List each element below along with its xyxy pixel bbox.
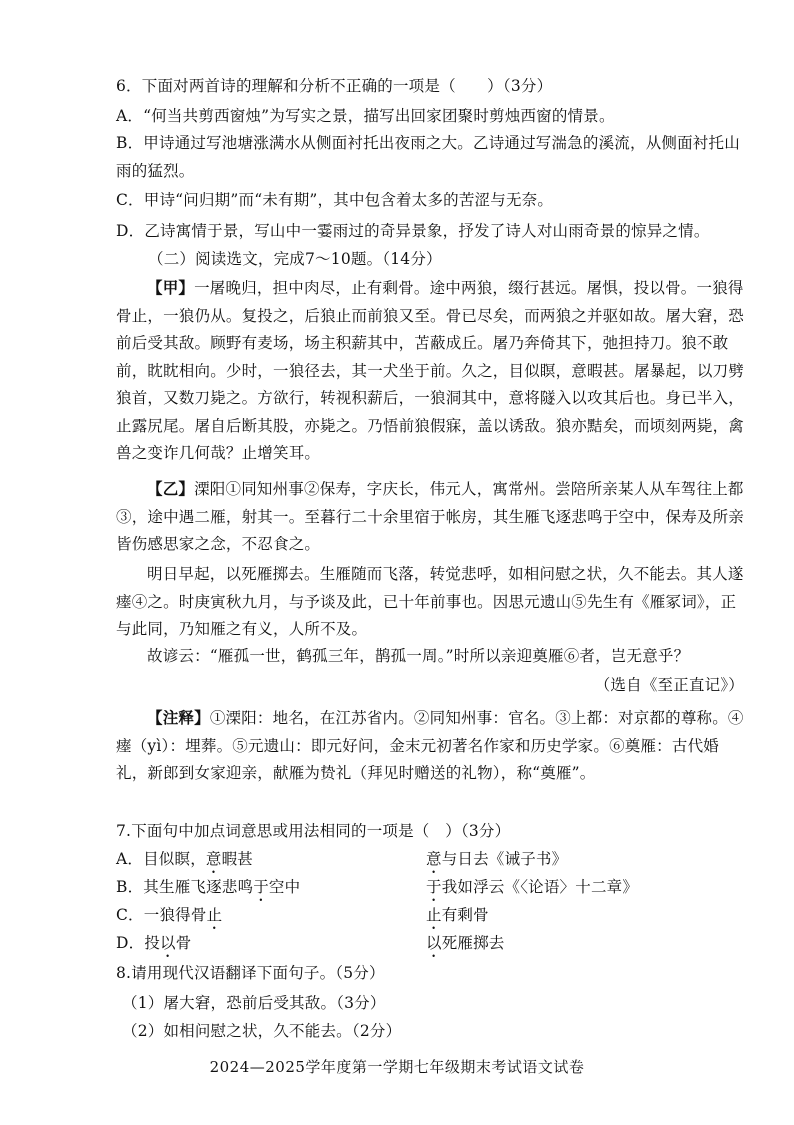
q7-d-left-post: 骨 xyxy=(175,934,192,952)
passage-yi-label: 【乙】 xyxy=(147,479,195,498)
passage-yi-p1-text: 溧阳①同知州事②保寿，字庆长，伟元人，寓常州。尝陪所亲某人从车驾往上都③，途中遇二雁，射其一。至暮行二十余里宿于帐房，其生雁飞逐悲鸣于空中，保寿及所亲皆伤感思家之念，不忍食之。 xyxy=(116,480,745,553)
passage-jia-label: 【甲】 xyxy=(147,278,195,297)
passage-yi-p1 xyxy=(116,475,744,559)
q7-option-c-left xyxy=(116,905,222,933)
passage-yi-p3: 故谚云：“雁孤一世，鹤孤三年，鹊孤一周。”时所以亲迎奠雁⑥者，岂无意乎？ xyxy=(147,647,690,665)
q7-b-left-dotted: 于 xyxy=(253,878,269,896)
q8-sentence-1: （1）屠大窘，恐前后受其敌。（3分） xyxy=(122,994,386,1012)
q7-b-left-pre: B．其生雁飞逐悲鸣 xyxy=(116,878,254,896)
q7-c-right-post: 有剩骨 xyxy=(441,906,489,924)
notes-text: ①溧阳：地名，在江苏省内。②同知州事：官名。③上都：对京都的尊称。④瘗（yì）：埋葬。⑤元遗山：即元好问，金末元初著名作家和历史学家。⑥奠雁：古代婚礼，新郎到女家迎亲，献雁为贽礼（拜见时赠送的礼物），称“奠雁”。 xyxy=(116,709,744,782)
section-heading: （二）阅读选文，完成7～10题。（14分） xyxy=(148,250,442,268)
q7-b-right-post: 我如浮云《〈论语〉十二章》 xyxy=(441,878,639,896)
q7-a-left-pre: A．目似瞑， xyxy=(116,850,206,868)
q6-option-c: C．甲诗“问归期”而“未有期”，其中包含着太多的苦涩与无奈。 xyxy=(116,191,554,209)
q7-option-b-right xyxy=(426,877,638,905)
q7-d-left-dotted: 以 xyxy=(160,934,176,952)
q6-option-d: D．乙诗寓情于景，写山中一霎雨过的奇异景象，抒发了诗人对山雨奇景的惊异之情。 xyxy=(116,222,710,240)
q7-b-left-post: 空中 xyxy=(268,878,301,896)
q7-c-left-pre: C．一狼得骨 xyxy=(116,906,207,924)
passage-jia xyxy=(116,274,744,468)
q8-sentence-2: （2）如相问慰之状，久不能去。（2分） xyxy=(122,1022,402,1040)
q7-a-left-post: 暇甚 xyxy=(221,850,254,868)
q7-option-a-left xyxy=(116,849,253,877)
q7-option-c-right xyxy=(426,905,489,933)
q7-d-right-post: 死雁掷去 xyxy=(441,934,505,952)
q7-c-left-dotted: 止 xyxy=(206,906,223,924)
q7-b-right-dotted: 于 xyxy=(426,878,442,896)
passage-yi-p2: 明日早起，以死雁掷去。生雁随而飞落，转觉悲呼，如相问慰之状，久不能去。其人遂瘗④之。时庚寅秋九月，与予谈及此，已十年前事也。因思元遗山⑤先生有《雁冢词》，正与此同，乃知雁之有义，人所不及。 xyxy=(116,565,744,638)
q7-c-right-dotted: 止 xyxy=(426,906,442,924)
q7-d-left-pre: D．投 xyxy=(116,934,161,952)
q7-option-a-right xyxy=(426,849,567,877)
page-footer: 2024—2025学年度第一学期七年级期末考试语文试卷 xyxy=(209,1058,585,1076)
q7-a-left-dotted: 意 xyxy=(205,850,222,868)
passage-jia-text: 一屠晚归，担中肉尽，止有剩骨。途中两狼，缀行甚远。屠惧，投以骨。一狼得骨止，一狼仍从。复投之，后狼止而前狼又至。骨已尽矣，而两狼之并驱如故。屠大窘，恐前后受其敌。顾野有麦场，场主积薪其中，苫蔽成丘。屠乃奔倚其下，弛担持刀。狼不敢前，眈眈相向。少时，一狼径去，其一犬坐于前。久之，目似瞑，意暇甚。屠暴起，以刀劈狼首，又数刀毙之。方欲行，转视积薪后，一狼洞其中，意将隧入以攻其后也。身已半入，止露尻尾。屠自后断其股，亦毙之。乃悟前狼假寐，盖以诱敌。狼亦黠矣，而顷刻两毙，禽兽之变诈几何哉？止增笑耳。 xyxy=(116,279,745,462)
q6-option-a: A．“何当共剪西窗烛”为写实之景，描写出回家团聚时剪烛西窗的情景。 xyxy=(116,107,615,125)
notes xyxy=(116,704,744,788)
q8-stem: 8.请用现代汉语翻译下面句子。（5分） xyxy=(116,964,385,982)
notes-label: 【注释】 xyxy=(147,708,210,727)
q6-option-b: B．甲诗通过写池塘涨满水从侧面衬托出夜雨之大。乙诗通过写湍急的溪流，从侧面衬托山雨的猛烈。 xyxy=(116,134,740,180)
q7-option-d-right xyxy=(426,933,505,961)
q7-a-right-post: 与日去《诫子书》 xyxy=(441,850,568,868)
q6-stem: 6．下面对两首诗的理解和分析不正确的一项是（ ）（3分） xyxy=(116,77,553,95)
q7-d-right-dotted: 以 xyxy=(426,934,442,952)
q7-a-right-dotted: 意 xyxy=(426,850,442,868)
q7-option-b-left xyxy=(116,877,300,905)
q7-stem: 7.下面句中加点词意思或用法相同的一项是（ ）（3分） xyxy=(116,822,511,840)
passage-yi-source: （选自《至正直记》） xyxy=(594,676,744,694)
q7-option-d-left xyxy=(116,933,191,961)
